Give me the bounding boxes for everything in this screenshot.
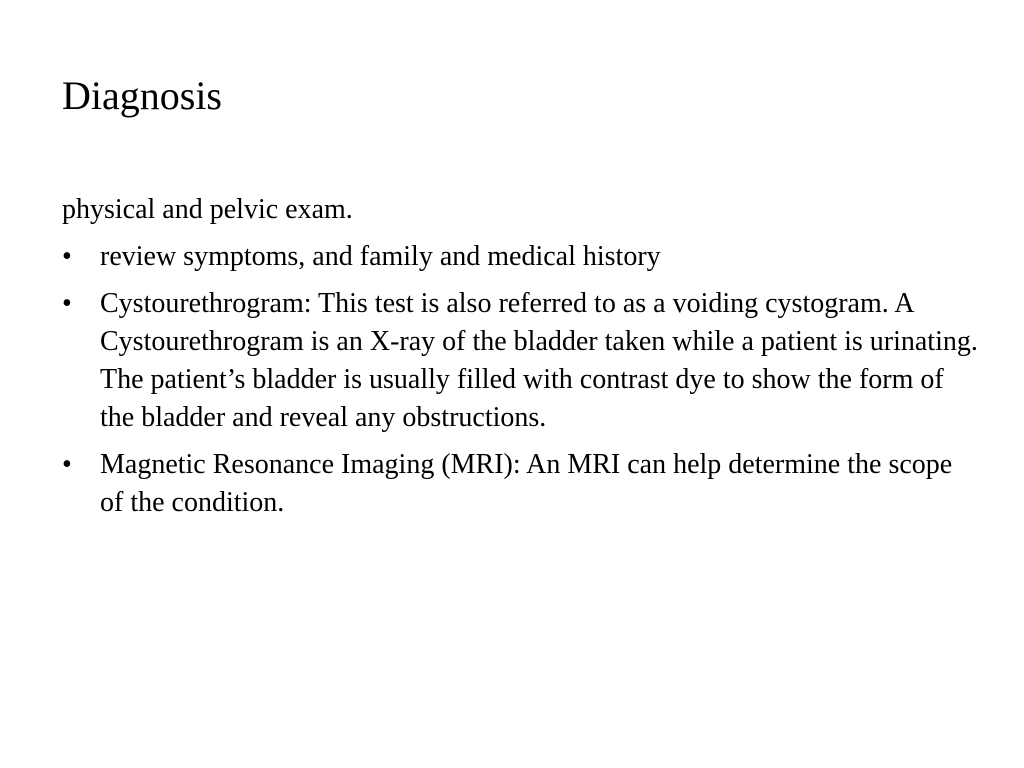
bullet-marker-icon: • — [62, 449, 72, 480]
bullet-text: Cystourethrogram: This test is also referred to as a voiding cystogram. A Cystourethrogram is an X-ray of the bladder taken while a patient is urinating. The patient’s bladder is usually filled with contrast dye to show the form of the bladder and reveal any obstructions. — [100, 288, 978, 433]
bullet-item-symptoms — [62, 238, 982, 276]
bullet-text: Magnetic Resonance Imaging (MRI): An MRI can help determine the scope of the condition. — [100, 449, 953, 518]
slide-body — [62, 191, 982, 531]
bullet-item-mri — [62, 446, 982, 522]
bullet-list — [62, 238, 982, 522]
slide-title: Diagnosis — [62, 73, 222, 118]
bullet-marker-icon: • — [62, 241, 72, 272]
bullet-text: review symptoms, and family and medical history — [100, 241, 661, 272]
bullet-marker-icon: • — [62, 288, 72, 319]
intro-text: physical and pelvic exam. — [62, 194, 353, 225]
bullet-item-cystourethrogram — [62, 285, 982, 437]
